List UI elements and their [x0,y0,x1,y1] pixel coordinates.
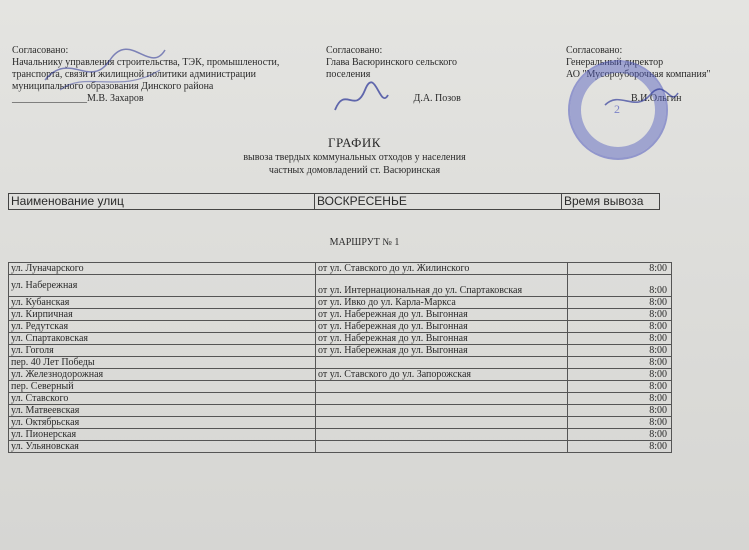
header-streets: Наименование улиц [8,194,314,209]
segment-cell: от ул. Ивко до ул. Карла-Маркса [316,297,568,309]
table-row [9,333,672,345]
approval-line: транспорта, связи и жилищной политики администрации [12,69,256,80]
approval-line: Д.А. Позов [326,93,461,104]
signature-3-image [600,85,680,115]
approval-line: Согласовано: [12,45,69,56]
street-cell: ул. Железнодорожная [9,369,316,381]
street-cell: ул. Ульяновская [9,441,316,453]
street-cell: ул. Гоголя [9,345,316,357]
table-row [9,441,672,453]
title-line-2: вывоза твердых коммунальных отходов у населения [243,152,466,163]
segment-cell [316,381,568,393]
street-cell: ул. Ставского [9,393,316,405]
time-cell: 8:00 [568,381,672,393]
table-row [9,297,672,309]
segment-cell [316,357,568,369]
approval-line: Глава Васюринского сельского [326,57,458,68]
schedule-title [0,135,749,177]
segment-cell [316,417,568,429]
segment-cell: от ул. Набережная до ул. Выгонная [316,333,568,345]
table-row [9,357,672,369]
segment-cell: от ул. Интернациональная до ул. Спартаковская [316,275,568,297]
time-cell: 8:00 [568,429,672,441]
time-cell: 8:00 [568,357,672,369]
segment-cell: от ул. Набережная до ул. Выгонная [316,345,568,357]
segment-cell: от ул. Набережная до ул. Выгонная [316,309,568,321]
route-table [8,262,672,453]
table-row [9,263,672,275]
time-cell: 8:00 [568,393,672,405]
table-row [9,369,672,381]
time-cell: 8:00 [568,321,672,333]
approval-line: муниципального образования Динского района [12,81,214,92]
segment-cell [316,393,568,405]
segment-cell [316,405,568,417]
approval-line: _______________М.В. Захаров [12,93,144,104]
signature-2-image [330,80,390,120]
header-day: ВОСКРЕСЕНЬЕ [314,194,561,209]
segment-cell: от ул. Набережная до ул. Выгонная [316,321,568,333]
segment-cell [316,429,568,441]
approval-line: В.И.Ольгин [566,93,682,104]
approval-line: Согласовано: [566,45,623,56]
time-cell: 8:00 [568,275,672,297]
approval-line: Согласовано: [326,45,383,56]
street-cell: ул. Кубанская [9,297,316,309]
time-cell: 8:00 [568,405,672,417]
time-cell: 8:00 [568,263,672,275]
time-cell: 8:00 [568,345,672,357]
table-row [9,405,672,417]
table-row [9,321,672,333]
street-cell: ул. Матвеевская [9,405,316,417]
approval-line: АО "Мусороуборочная компания" [566,69,711,80]
table-row [9,429,672,441]
street-cell: ул. Луначарского [9,263,316,275]
segment-cell [316,441,568,453]
street-cell: ул. Пионерская [9,429,316,441]
time-cell: 8:00 [568,333,672,345]
table-header [8,193,660,210]
street-cell: пер. 40 Лет Победы [9,357,316,369]
approval-line: Начальнику управления строительства, ТЭК, промышлености, [12,57,280,68]
approval-line: Генеральный директор [566,57,664,68]
street-cell: ул. Редутская [9,321,316,333]
street-cell: ул. Спартаковская [9,333,316,345]
signature-1-image [40,40,170,100]
time-cell: 8:00 [568,297,672,309]
street-cell: ул. Октябрьская [9,417,316,429]
time-cell: 8:00 [568,441,672,453]
segment-cell: от ул. Ставского до ул. Жилинского [316,263,568,275]
street-cell: ул. Кирпичная [9,309,316,321]
table-row [9,275,672,297]
approval-line: поселения [326,69,371,80]
street-cell: ул. Набережная [9,275,316,297]
segment-cell: от ул. Ставского до ул. Запорожская [316,369,568,381]
time-cell: 8:00 [568,417,672,429]
title-line-3: частных домовладений ст. Васюринская [268,165,441,176]
stamp-number: 2 [614,102,620,116]
table-row [9,309,672,321]
time-cell: 8:00 [568,309,672,321]
title-main: ГРАФИК [328,135,381,150]
time-cell: 8:00 [568,369,672,381]
table-row [9,345,672,357]
street-cell: пер. Северный [9,381,316,393]
table-row [9,381,672,393]
table-row [9,417,672,429]
header-time: Время вывоза [561,194,660,209]
route-label: МАРШРУТ № 1 [329,237,400,248]
table-row [9,393,672,405]
